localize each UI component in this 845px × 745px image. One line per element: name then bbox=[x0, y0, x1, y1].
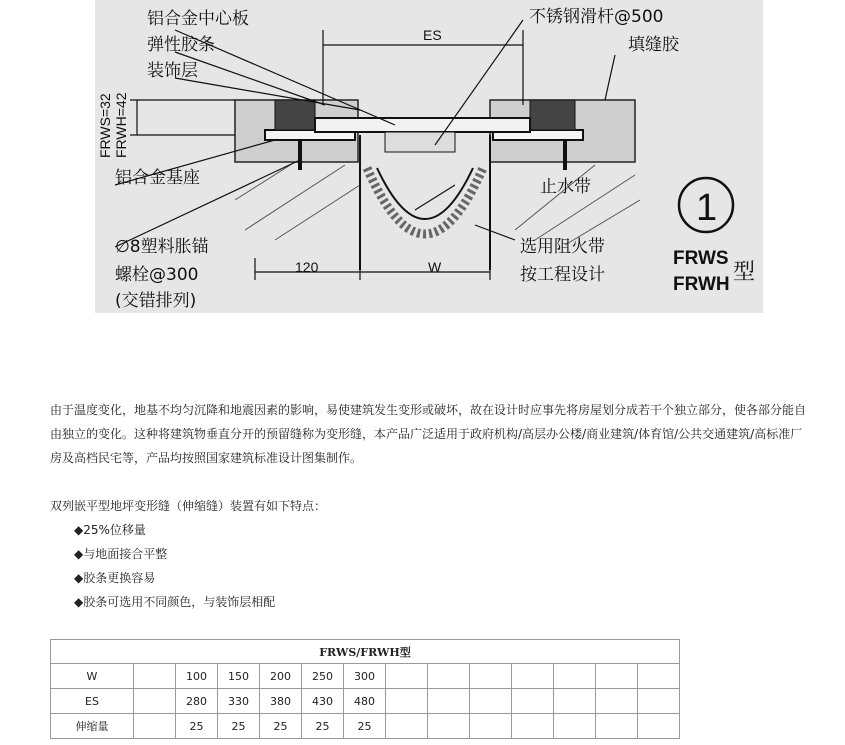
table-cell bbox=[638, 689, 680, 714]
label-elastic-strip: 弹性胶条 bbox=[147, 35, 215, 55]
table-cell bbox=[386, 689, 428, 714]
right-elastic-strip bbox=[530, 100, 575, 130]
label-frwh: FRWH=42 bbox=[113, 92, 129, 158]
feature-item: ◆ 与地面接合平整 bbox=[74, 542, 275, 566]
table-cell bbox=[554, 714, 596, 739]
table-row bbox=[51, 714, 680, 739]
table-cell: 250 bbox=[302, 664, 344, 689]
table-row bbox=[51, 664, 680, 689]
type-line2: FRWH bbox=[673, 274, 730, 295]
label-es: ES bbox=[423, 27, 442, 43]
table-cell bbox=[596, 664, 638, 689]
features-list bbox=[74, 518, 275, 614]
table-cell: 25 bbox=[260, 714, 302, 739]
label-anchor: ∅8塑料胀锚 bbox=[115, 237, 209, 257]
table-cell bbox=[512, 689, 554, 714]
label-frws: FRWS=32 bbox=[97, 93, 113, 158]
section-diagram bbox=[95, 0, 763, 313]
label-center-plate: 铝合金中心板 bbox=[147, 9, 249, 29]
table-cell bbox=[512, 664, 554, 689]
table-row bbox=[51, 689, 680, 714]
table-cell: 25 bbox=[218, 714, 260, 739]
label-staggered: (交错排列) bbox=[115, 291, 197, 311]
type-line1: FRWS bbox=[673, 248, 729, 269]
label-design: 按工程设计 bbox=[520, 265, 605, 285]
label-dim-w: W bbox=[428, 259, 442, 275]
table-cell bbox=[596, 714, 638, 739]
table-cell bbox=[134, 714, 176, 739]
label-bolt: 螺栓@300 bbox=[115, 265, 199, 285]
table-cell bbox=[134, 689, 176, 714]
feature-item: ◆ 25%位移量 bbox=[74, 518, 275, 542]
table-cell: 25 bbox=[176, 714, 218, 739]
type-suffix: 型 bbox=[733, 260, 756, 285]
row-label: 伸缩量 bbox=[51, 714, 134, 739]
label-sealant: 填缝胶 bbox=[628, 35, 679, 55]
table-cell: 380 bbox=[260, 689, 302, 714]
table-cell: 480 bbox=[344, 689, 386, 714]
intro-paragraph: 由于温度变化，地基不均匀沉降和地震因素的影响，易使建筑发生变形或破坏，故在设计时应事先将房屋划分成若干个独立部分，使各部分能自由独立的变化。这种将建筑物垂直分开的预留缝称为变形缝，本产品广泛适用于政府机构/高层办公楼/商业建筑/体育馆/公共交通建筑/高标准厂房及高档民宅等，产品均按照国家建筑标准设计图集制作。 bbox=[50, 403, 807, 465]
feature-item: ◆ 胶条可选用不同颜色，与装饰层相配 bbox=[74, 590, 275, 614]
table-cell: 430 bbox=[302, 689, 344, 714]
row-label: ES bbox=[51, 689, 134, 714]
table-cell: 150 bbox=[218, 664, 260, 689]
label-slide-bar: 不锈钢滑杆@500 bbox=[529, 7, 664, 27]
table-cell bbox=[428, 714, 470, 739]
center-plate bbox=[315, 118, 530, 132]
table-cell bbox=[638, 664, 680, 689]
spec-table bbox=[50, 639, 680, 739]
table-cell bbox=[386, 714, 428, 739]
table-cell: 300 bbox=[344, 664, 386, 689]
row-label: W bbox=[51, 664, 134, 689]
table-cell bbox=[554, 689, 596, 714]
slide-bar bbox=[385, 132, 455, 152]
table-cell: 280 bbox=[176, 689, 218, 714]
table-cell bbox=[638, 714, 680, 739]
table-cell bbox=[428, 689, 470, 714]
table-cell bbox=[470, 689, 512, 714]
joint-section-drawing bbox=[95, 0, 763, 313]
left-elastic-strip bbox=[275, 100, 315, 130]
table-cell bbox=[512, 714, 554, 739]
table-cell bbox=[554, 664, 596, 689]
table-cell: 330 bbox=[218, 689, 260, 714]
table-cell: 100 bbox=[176, 664, 218, 689]
table-cell bbox=[470, 714, 512, 739]
detail-number: 1 bbox=[696, 187, 718, 229]
table-cell: 25 bbox=[344, 714, 386, 739]
label-base: 铝合金基座 bbox=[115, 168, 200, 188]
table-cell bbox=[470, 664, 512, 689]
table-cell bbox=[428, 664, 470, 689]
fire-strip bbox=[367, 168, 483, 234]
features-heading: 双列嵌平型地坪变形缝（伸缩缝）装置有如下特点： bbox=[50, 499, 327, 513]
label-decor-layer: 装饰层 bbox=[147, 61, 198, 81]
label-fire-strip: 选用阻火带 bbox=[520, 237, 605, 257]
table-cell bbox=[386, 664, 428, 689]
table-title: FRWS/FRWH型 bbox=[51, 640, 680, 664]
feature-item: ◆ 胶条更换容易 bbox=[74, 566, 275, 590]
table-cell: 25 bbox=[302, 714, 344, 739]
table-cell: 200 bbox=[260, 664, 302, 689]
table-cell bbox=[134, 664, 176, 689]
label-dim-120: 120 bbox=[295, 259, 319, 275]
label-waterstop: 止水带 bbox=[540, 177, 591, 197]
table-cell bbox=[596, 689, 638, 714]
